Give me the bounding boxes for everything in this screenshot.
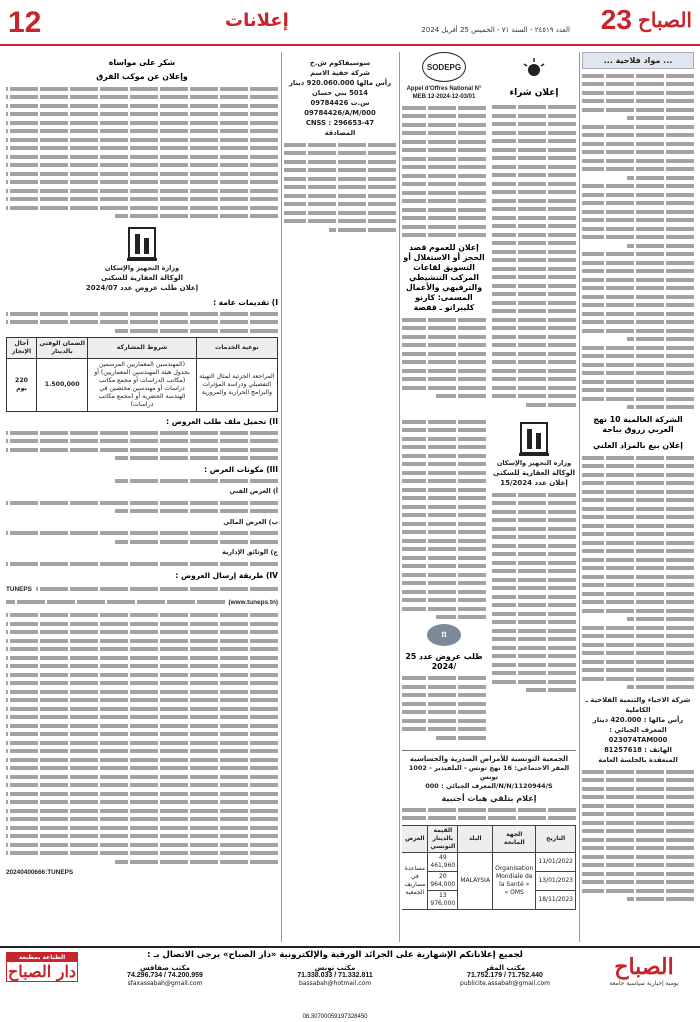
email-link[interactable]: publicite.assabah@gmail.com bbox=[460, 980, 550, 987]
auction-heading: الشركة العالمية 10 نهج العربي زروق بباجة bbox=[593, 415, 683, 434]
sodepg-latin-title: Appel d'Offres National N° MEB 12-2024-12-03/01 bbox=[406, 86, 482, 100]
page-header bbox=[0, 0, 700, 46]
company-info: سوسيفاكوم ش.خ شركة خفية الاسم رأس مالها 920.060.000 دينار 5014 بني حسان س.ت 09784426 09784426/A/M/000 CNSS : 296653-47 المصادقة bbox=[288, 59, 392, 137]
table-row: المراجعة الجزئية لمثال التهيئة التفصيلي ودراسة المؤثرات والبرامج الحرارية والمرورية (المهندسين المعماريين المرسمين بجدول هيئة المهندسين المعماريين) أو (مكاتب الدراسات أو مجمع مكاتب دراسات أو مهندسين مختصين في الهندسة الحضرية أو (مجمع مكاتب دراسات) 1.500,000 220 يوم bbox=[7, 359, 278, 412]
tt-tender-title: طلب عروض عدد 25 /2024 bbox=[405, 651, 483, 671]
tender-number: إعلان عدد 15/2024 bbox=[500, 479, 568, 487]
association-notice: الجمعية التونسية للأمراض الصدرية والحساسية المقر الاجتماعي: 16 نهج تونس - البلفيدير - 1002 تونس المعرف الجبائي : 000/N/N/1120944/S إعلام بتلقي هبات أجنبية التاريخ الجهة المانحة البلد القيمة بالدينار التونسي الغرض 11/01/2022 Organisation Mondiale de la Santé « OMS » MALAYSIA 49 461,960 مساعدة في مصاريف الجمعية 13/01/2023 20 964,000 18/11/2023 13 976,000 bbox=[402, 750, 576, 910]
section-title: إعلانات bbox=[225, 10, 289, 31]
column-tenders bbox=[402, 52, 576, 942]
ministry-logo-block: وزارة التجهيز والإسكان الوكالة العقارية للسكنى إعلان عدد 15/2024 bbox=[492, 419, 576, 488]
email-link[interactable]: sfaxassabah@gmail.com bbox=[127, 980, 203, 987]
offer-item: أ) العرض الفني bbox=[229, 487, 278, 495]
auction-subheading: إعلان بيع بالمزاد العلني bbox=[593, 441, 683, 450]
tender-number: إعلان طلب عروض عدد 2024/07 bbox=[85, 284, 199, 292]
tuneps-website: (www.tuneps.tn) bbox=[228, 598, 278, 606]
offer-item: ج) الوثائق الإدارية bbox=[222, 548, 278, 556]
column-divider bbox=[579, 52, 580, 942]
masthead-logo: الصباح bbox=[637, 8, 692, 32]
footer-printer-logo: الطباعة بمطبعة دار الصباح bbox=[7, 954, 77, 981]
ministry-logo-block: وزارة التجهيز والإسكان الوكالة العقارية للسكنى إعلان طلب عروض عدد 2024/07 bbox=[6, 224, 278, 293]
reference-code: 20240400666:TUNEPS bbox=[6, 869, 74, 876]
table-row: 18/11/2023 13 976,000 bbox=[402, 890, 576, 909]
footer-strap: لجميع إعلاناتكم الإشهارية على الجرائد الورقية والإلكترونية «دار الصباح» يرجى الاتصال بـ : bbox=[147, 950, 523, 960]
column-main-tender bbox=[6, 52, 278, 942]
email-link[interactable]: bassabah@hotmail.com bbox=[298, 980, 372, 987]
tt-logo: tt bbox=[427, 624, 461, 646]
sun-logo-icon bbox=[492, 58, 576, 81]
column-divider bbox=[399, 52, 400, 942]
page-footer bbox=[0, 946, 700, 1022]
column-farm-supplies bbox=[582, 52, 694, 942]
section-heading: II) تحميل ملف طلب العروض : bbox=[166, 417, 278, 426]
thanks-title: شكر على مواساة bbox=[108, 58, 176, 67]
issue-line: العدد ٢٤٥١٩ - السنة ٧١ - الخميس 25 أفريل 2024 bbox=[421, 26, 570, 34]
box-title: ... مواد فلاحية ... bbox=[582, 52, 694, 69]
masthead bbox=[601, 4, 692, 36]
building-icon bbox=[125, 224, 159, 264]
office-headquarters: مكتب المقر 71.752.179 / 71.752.440 publicite.assabah@gmail.com bbox=[422, 964, 588, 988]
footer-account: 08.30700059197328450 bbox=[302, 1014, 368, 1020]
table-row: 11/01/2022 Organisation Mondiale de la Santé « OMS » MALAYSIA 49 461,960 مساعدة في مصاريف الجمعية bbox=[402, 852, 576, 871]
footer-masthead: الصباح يومية إخبارية سياسية جامعة bbox=[609, 954, 679, 987]
section-heading: I) تقديمات عامة : bbox=[213, 298, 278, 307]
grants-table: التاريخ الجهة المانحة البلد القيمة بالدينار التونسي الغرض 11/01/2022 Organisation Mondiale de la Santé « OMS » MALAYSIA 49 461,960 مساعدة في مصاريف الجمعية 13/01/2023 20 964,000 18/11/2023 13 976,000 bbox=[402, 825, 576, 910]
building-icon bbox=[517, 419, 551, 459]
section-heading: IV) طريقة إرسال العروض : bbox=[175, 570, 278, 580]
sodepg-logo: SODEPG bbox=[422, 52, 466, 82]
offer-item: ب) العرض المالي bbox=[223, 517, 278, 526]
section-heading: III) مكونات العرض : bbox=[204, 465, 278, 474]
office-tunis: مكتب تونس 71.338.033 / 71.332.811 bassabah@hotmail.com bbox=[252, 964, 418, 988]
office-sfax: مكتب صفاقس 74.296.734 / 74.200.959 sfaxassabah@gmail.com bbox=[82, 964, 248, 988]
column-divider bbox=[281, 52, 282, 942]
thanks-subtitle: وإعلان عن موكب الفرق bbox=[96, 72, 188, 81]
office-contacts bbox=[82, 964, 588, 988]
tuneps-label: TUNEPS bbox=[6, 585, 32, 593]
page-number-left: 12 bbox=[8, 6, 42, 39]
company-notice: شركة الاحياء والتنمية الفلاحية ـ الكاملية رأس مالها : 420.000 دينار المعرف الجبائي : 023074TAM000 الهاتف : 81257618 المنعقدة بالجلسة العامة bbox=[585, 696, 691, 764]
page-number-right: 23 bbox=[600, 4, 632, 35]
column-company bbox=[284, 52, 396, 752]
purchase-heading: إعلان شراء bbox=[509, 88, 559, 98]
complex-heading: إعلان للعموم قصد الحجز أو الاستغلال أو التسويق لقاعات المركب التنشيطي والترفيهي والأعمال المسمى: كارنو كليبراتو ـ قفصة bbox=[403, 243, 485, 312]
table-row: 13/01/2023 20 964,000 bbox=[402, 871, 576, 890]
services-table: نوعية الخدمات شروط المشاركة الضمان الوقتي بالدينار آجال الإنجاز المراجعة الجزئية لمثال التهيئة التفصيلي ودراسة المؤثرات والبرامج الحرارية والمرورية (المهندسين المعماريين المرسمين بجدول هيئة المهندسين المعماريين) أو (مكاتب الدراسات أو مجمع مكاتب دراسات أو مهندسين مختصين في الهندسة الحضرية أو (مجمع مكاتب دراسات) 1.500,000 220 يوم bbox=[6, 337, 278, 412]
